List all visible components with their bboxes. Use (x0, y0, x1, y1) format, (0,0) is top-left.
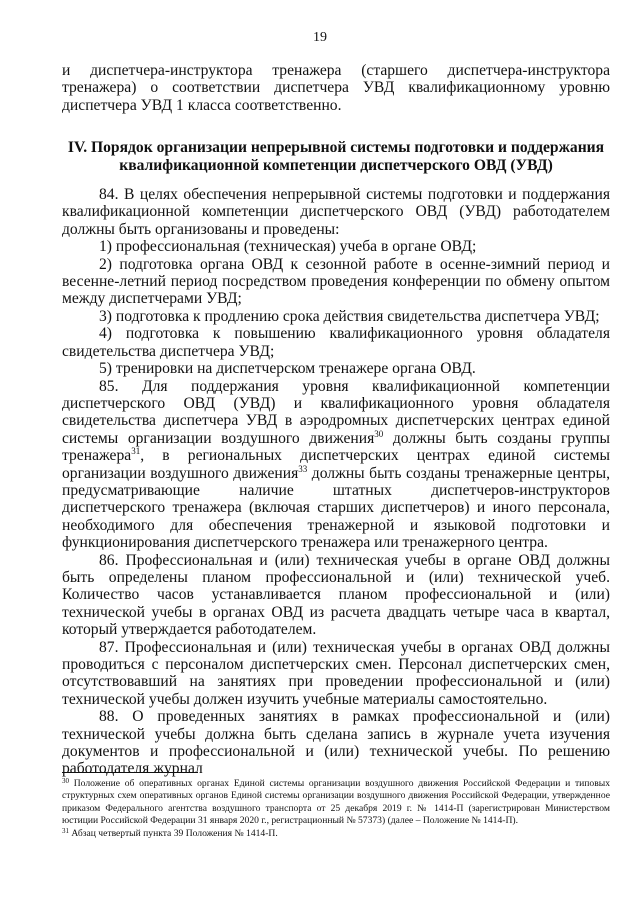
intro-paragraph: и диспетчера-инструктора тренажера (старшего диспетчера-инструктора тренажера) о соответствии диспетчера УВД квалификационному уровню диспетчера УВД 1 класса соответственно. (62, 62, 610, 114)
footnote-30-mark: 30 (62, 777, 69, 785)
page-number: 19 (313, 30, 327, 45)
list-item-2: 2) подготовка органа ОВД к сезонной работе в осенне-зимний период и весенне-летний период посредством проведения конференции по обмену опытом между диспетчерами УВД; (62, 255, 610, 308)
paragraph-85-part-d: должны быть созданы тренажерные центры, предусматривающие наличие штатных диспетчеров-инструкторов диспетчерского тренажера (включая старших диспетчеров) и иного персонала, необходимого для обеспечения тренажерной и языковой подготовки и функционирования диспетчерского тренажера или тренажерного центра. (62, 464, 610, 552)
paragraph-84: 84. В целях обеспечения непрерывной системы подготовки и поддержания квалификационной компетенции диспетчерского ОВД (УВД) работодателем должны быть организованы и проведены: (62, 186, 610, 238)
footnote-30 (62, 778, 610, 828)
paragraph-85 (62, 378, 610, 552)
footnote-divider (62, 772, 198, 773)
footnote-ref-31[interactable]: 31 (131, 446, 141, 457)
footnote-ref-33[interactable]: 33 (298, 463, 308, 474)
footnote-31-mark: 31 (62, 826, 69, 835)
paragraph-86: 86. Профессиональная и (или) техническая учебы в органе ОВД должны быть определены планом профессиональной и (или) технической учеб. Количество часов устанавливается планом профессиональной и (или) технической учебы в органах ОВД из расчета двадцать четыре часа в квартал, который утверждается работодателем. (62, 551, 610, 639)
list-item-5: 5) тренировки на диспетчерском тренажере органа ОВД. (99, 360, 476, 378)
footnote-31-text: Абзац четвертый пункта 39 Положения № 1414-П. (69, 827, 278, 839)
list-item-3: 3) подготовка к продлению срока действия свидетельства диспетчера УВД; (99, 307, 600, 325)
paragraph-85-part-b: должны быть созданы группы тренажера (62, 429, 610, 465)
paragraph-85-part-c: , в региональных диспетчерских центрах единой системы организации воздушного движения (62, 447, 610, 482)
paragraph-85-part-a: 85. Для поддержания уровня квалификационной компетенции диспетчерского ОВД (УВД) и квалификационного уровня обладателя свидетельства диспетчера УВД в аэродромных диспетчерских центрах единой системы организации воздушного движения (62, 377, 610, 447)
list-item-1: 1) профессиональная (техническая) учеба в органе ОВД; (99, 238, 477, 256)
footnote-ref-30[interactable]: 30 (374, 428, 384, 439)
paragraph-87: 87. Профессиональная и (или) техническая учебы в органах ОВД должны проводиться с персоналом диспетчерских смен. Персонал диспетчерских смен, отсутствовавший на занятиях при проведении профессиональной и (или) технической учебы должен изучить учебные материалы самостоятельно. (62, 638, 610, 708)
footnote-31 (62, 828, 610, 840)
section-title: IV. Порядок организации непрерывной системы подготовки и поддержания квалификационной компетенции диспетчерского ОВД (УВД) (67, 139, 605, 174)
footnote-30-text: Положение об оперативных органах Единой системы организации воздушного движения Российской Федерации и типовых структурных схем оперативных органов Единой системы организации воздушного движения Российской Федерации, утвержденное приказом Федерального агентства воздушного транспорта от 25 декабря 2019 г. № 1414-П (зарегистрирован Министерством юстиции Российской Федерации 31 января 2020 г., регистрационный № 57373) (далее – Положение № 1414-П). (62, 778, 610, 827)
paragraph-88: 88. О проведенных занятиях в рамках профессиональной и (или) технической учебы должна быть сделана запись в журнале учета изучения документов и профессиональной и (или) технической учебы. По решению работодателя журнал (62, 708, 610, 778)
main-text (62, 62, 610, 778)
list-item-4: 4) подготовка к повышению квалификационного уровня обладателя свидетельства диспетчера УВД; (62, 325, 610, 360)
footnotes (62, 772, 610, 840)
